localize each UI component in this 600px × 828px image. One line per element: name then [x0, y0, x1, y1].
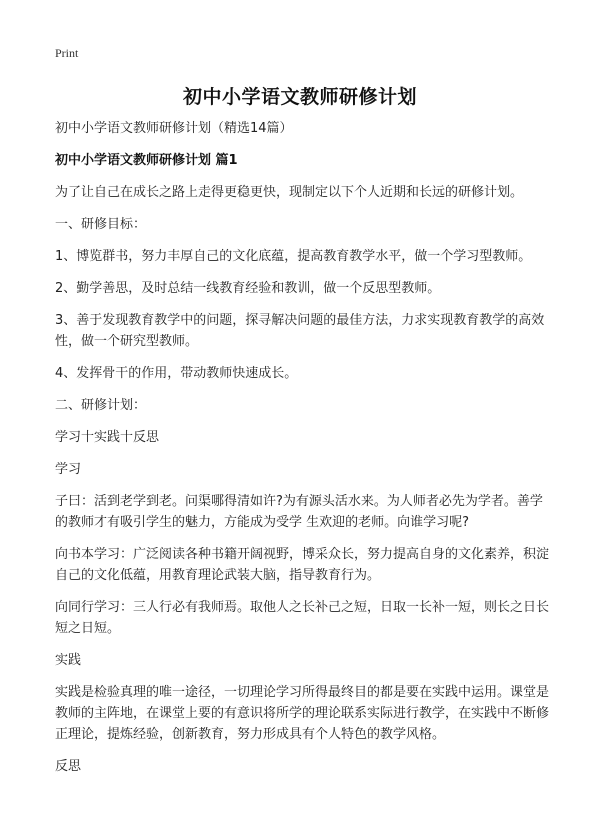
- print-label: Print: [55, 46, 79, 60]
- goal-item-1: 1、博览群书，努力丰厚自己的文化底蕴，提高教育教学水平，做一个学习型教师。: [55, 249, 532, 264]
- document-body: [55, 118, 553, 788]
- goal-item-4: 4、发挥骨干的作用，带动教师快速成长。: [55, 366, 298, 381]
- subheading-practice: 实践: [55, 653, 82, 668]
- paragraph-intro: 为了让自己在成长之路上走得更稳更快，现制定以下个人近期和长远的研修计划。: [55, 185, 524, 200]
- paragraph-practice: 实践是检验真理的唯一途径，一切理论学习所得最终目的都是要在实践中运用。课堂是教师的主阵地，在课堂上要的有意识将所学的理论联系实际进行教学，在实践中不断修正理论，提炼经验，创新教育，努力形成具有个人特色的教学风格。: [55, 685, 550, 742]
- subheading-study: 学习: [55, 462, 82, 477]
- plan-formula: 学习十实践十反思: [55, 430, 160, 445]
- paragraph-study: 子曰：活到老学到老。问渠哪得清如许?为有源头活水来。为人师者必先为学者。善学的教师才有吸引学生的魅力，方能成为受学 生欢迎的老师。向谁学习呢?: [55, 494, 543, 530]
- goal-item-2: 2、勤学善思，及时总结一线教育经验和教训，做一个反思型教师。: [55, 281, 441, 296]
- page-title: 初中小学语文教师研修计划: [182, 86, 417, 108]
- goal-item-3: 3、善于发现教育教学中的问题，探寻解决问题的最佳方法，力求实现教育教学的高效性，做一个研究型教师。: [55, 313, 545, 349]
- heading-plan: 二、研修计划：: [55, 398, 147, 413]
- paragraph-peers: 向同行学习：三人行必有我师焉。取他人之长补己之短，日取一长补一短，则长之日长短之日短。: [55, 600, 550, 636]
- document-subtitle: 初中小学语文教师研修计划（精选14篇）: [55, 121, 293, 136]
- subheading-reflection: 反思: [55, 759, 82, 774]
- heading-goals: 一、研修目标：: [55, 217, 147, 232]
- section-heading: 初中小学语文教师研修计划 篇1: [55, 153, 238, 168]
- paragraph-books: 向书本学习：广泛阅读各种书籍开阔视野，博采众长，努力提高自身的文化素养，积淀自己的文化低蕴，用教育理论武装大脑，指导教育行为。: [55, 547, 550, 583]
